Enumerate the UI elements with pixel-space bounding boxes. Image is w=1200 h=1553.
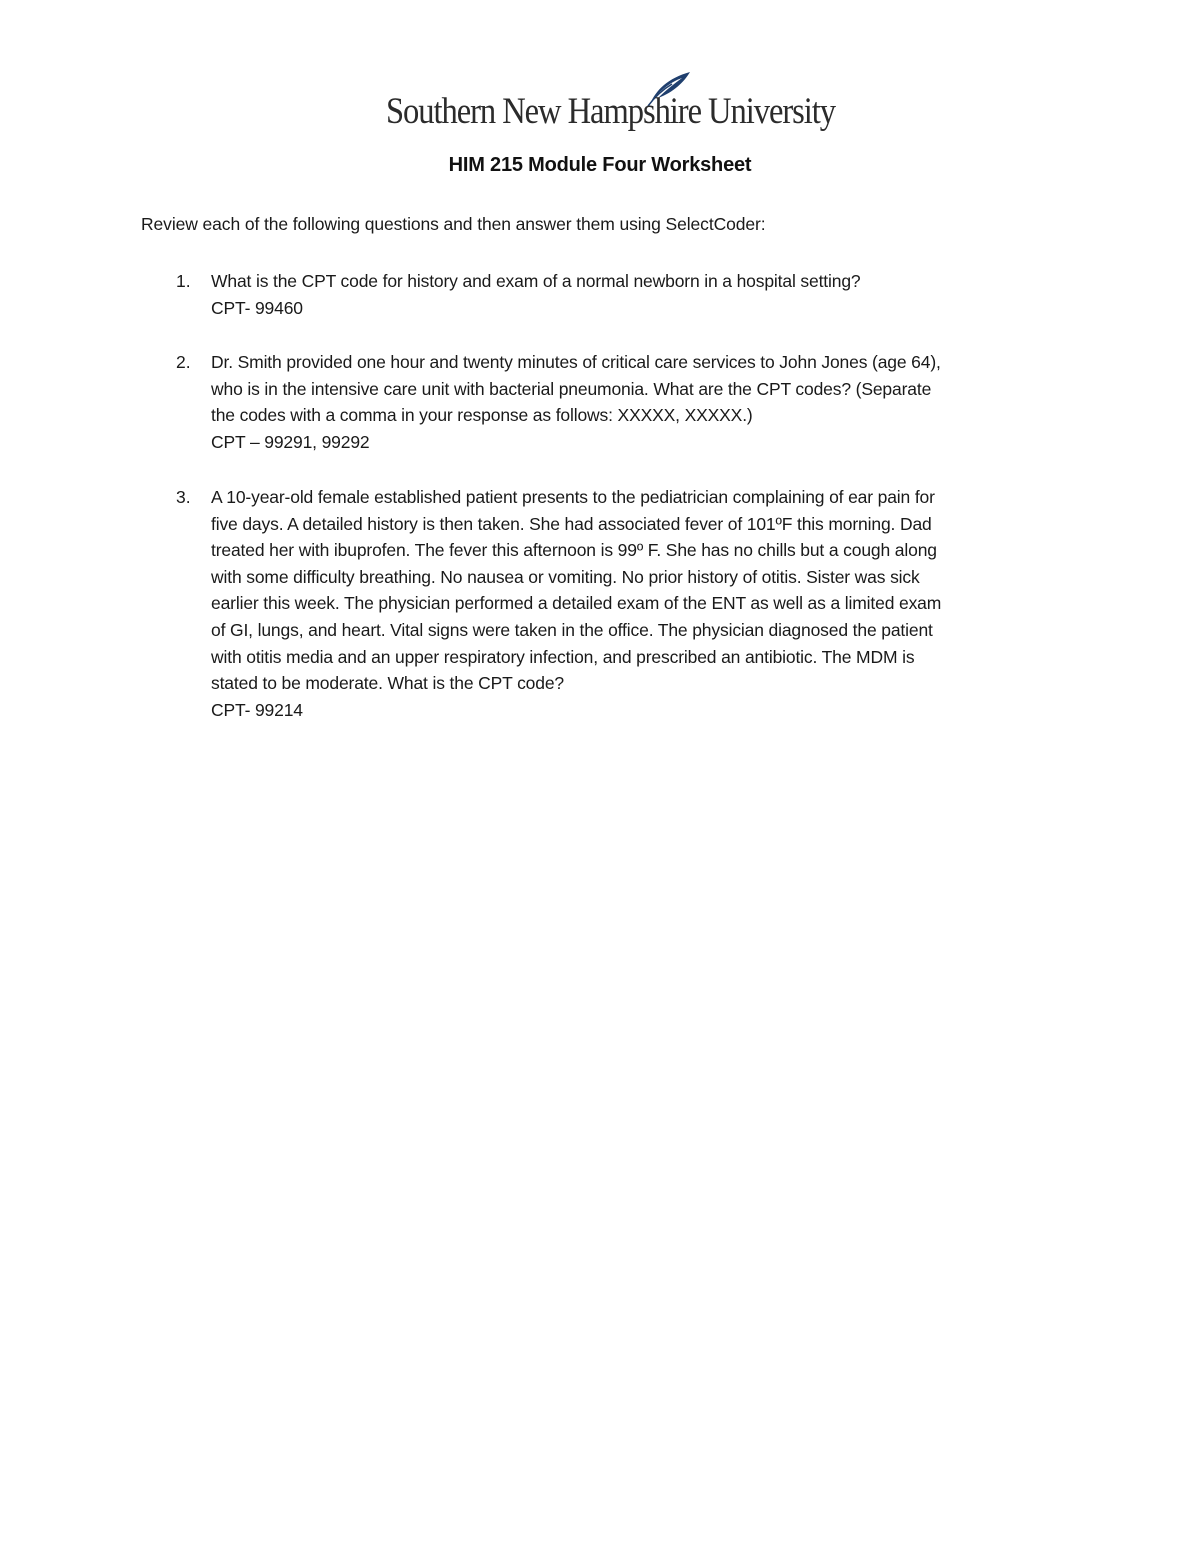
question-body <box>211 349 1071 455</box>
university-logo <box>386 68 835 138</box>
logo-wordmark: Southern New Hampshire University <box>386 91 835 132</box>
question-number: 1. <box>176 271 191 291</box>
question-body <box>211 484 1071 723</box>
question-text-line: who is in the intensive care unit with bacterial pneumonia. What are the CPT codes? (Separate <box>211 378 932 399</box>
question-body <box>211 268 1071 321</box>
answer-text: CPT- 99460 <box>211 297 303 318</box>
question-text-line: with otitis media and an upper respiratory infection, and prescribed an antibiotic. The MDM is <box>211 646 915 667</box>
question-number: 3. <box>176 487 191 507</box>
question-text-line: earlier this week. The physician performed a detailed exam of the ENT as well as a limited exam <box>211 593 942 614</box>
question-text-line: Dr. Smith provided one hour and twenty minutes of critical care services to John Jones (age 64), <box>211 352 941 372</box>
question-number: 2. <box>176 352 191 372</box>
question-text-line: A 10-year-old female established patient presents to the pediatrician complaining of ear pain for <box>211 487 935 507</box>
page-title: HIM 215 Module Four Worksheet <box>448 154 752 176</box>
question-text-line: five days. A detailed history is then taken. She had associated fever of 101ºF this morning. Dad <box>211 513 932 534</box>
intro-text: Review each of the following questions and then answer them using SelectCoder: <box>141 214 766 234</box>
answer-text: CPT – 99291, 99292 <box>211 431 370 452</box>
answer-text: CPT- 99214 <box>211 699 303 720</box>
question-text-line: stated to be moderate. What is the CPT code? <box>211 673 564 694</box>
question-text-line: What is the CPT code for history and exam of a normal newborn in a hospital setting? <box>211 271 861 291</box>
question-text-line: with some difficulty breathing. No nausea or vomiting. No prior history of otitis. Sister was sick <box>211 566 920 587</box>
question-text-line: of GI, lungs, and heart. Vital signs were taken in the office. The physician diagnosed the patient <box>211 619 933 640</box>
question-text-line: treated her with ibuprofen. The fever this afternoon is 99º F. She has no chills but a cough along <box>211 540 937 561</box>
question-text-line: the codes with a comma in your response as follows: XXXXX, XXXXX.) <box>211 405 753 426</box>
